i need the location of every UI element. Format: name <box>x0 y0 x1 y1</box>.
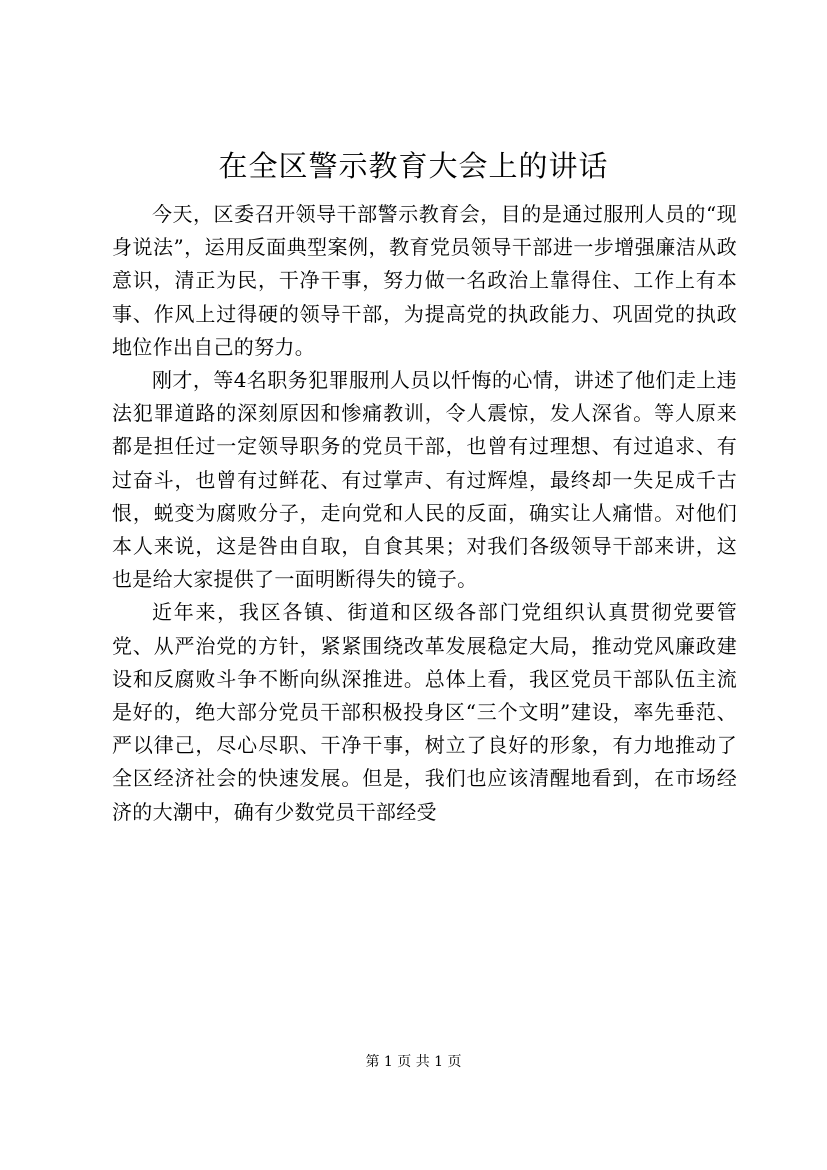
paragraph-2: 刚才，等4名职务犯罪服刑人员以忏悔的心情，讲述了他们走上违法犯罪道路的深刻原因和惨痛教训，令人震惊，发人深省。等人原来都是担任过一定领导职务的党员干部，也曾有过理想、有过追求、有过奋斗，也曾有过鲜花、有过掌声、有过辉煌，最终却一失足成千古恨，蜕变为腐败分子，走向党和人民的反面，确实让人痛惜。对他们本人来说，这是咎由自取，自食其果；对我们各级领导干部来讲，这也是给大家提供了一面明断得失的镜子。 <box>112 368 737 592</box>
paragraph-3: 近年来，我区各镇、街道和区级各部门党组织认真贯彻党要管党、从严治党的方针，紧紧围绕改革发展稳定大局，推动党风廉政建设和反腐败斗争不断向纵深推进。总体上看，我区党员干部队伍主流是好的，绝大部分党员干部积极投身区“三个文明”建设，率先垂范、严以律己，尽心尽职、干净干事，树立了良好的形象，有力地推动了全区经济社会的快速发展。但是，我们也应该清醒地看到，在市场经济的大潮中，确有少数党员干部经受 <box>112 600 737 824</box>
document-title: 在全区警示教育大会上的讲话 <box>218 149 609 183</box>
document-body <box>112 198 737 829</box>
paragraph-1: 今天，区委召开领导干部警示教育会，目的是通过服刑人员的“现身说法”，运用反面典型案例，教育党员领导干部进一步增强廉洁从政意识，清正为民，干净干事，努力做一名政治上靠得住、工作上有本事、作风上过得硬的领导干部，为提高党的执政能力、巩固党的执政地位作出自己的努力。 <box>112 202 737 359</box>
page-number-footer: 第 1 页 共 1 页 <box>365 1054 462 1070</box>
